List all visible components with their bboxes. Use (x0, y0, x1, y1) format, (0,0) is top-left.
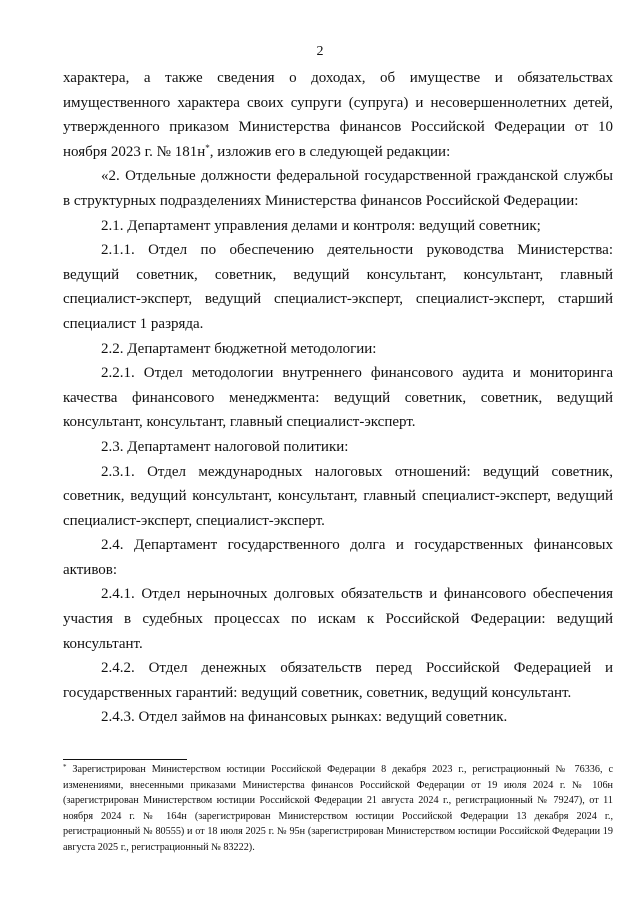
footnote (63, 762, 613, 856)
paragraph-item-2-4-1: 2.4.1. Отдел нерыночных долговых обязательств и финансового обеспечения участия в судебных процессах по искам к Российской Федерации: ведущий консультант. (63, 586, 613, 652)
footnote-separator (63, 759, 187, 760)
paragraph-item-2: «2. Отдельные должности федеральной государственной гражданской службы в структурных подразделениях Министерства финансов Российской Федерации: (63, 168, 613, 209)
paragraph-text: , изложив его в следующей редакции: (209, 143, 451, 160)
paragraph-item-2-4: 2.4. Департамент государственного долга и государственных финансовых активов: (63, 537, 613, 578)
paragraph-item-2-2: 2.2. Департамент бюджетной методологии: (101, 340, 377, 357)
paragraph-item-2-1: 2.1. Департамент управления делами и контроля: ведущий советник; (101, 217, 541, 234)
paragraph-item-2-1-1: 2.1.1. Отдел по обеспечению деятельности руководства Министерства: ведущий советник, советник, ведущий консультант, консультант, главный специалист-эксперт, ведущий специалист-эксперт, специалист-эксперт, старший специалист 1 разряда. (63, 242, 613, 332)
footnote-mark: * (63, 763, 67, 771)
paragraph-text: характера, а также сведения о доходах, об имуществе и обязательствах имущественного характера своих супруги (супруга) и несовершеннолетних детей, утвержденного приказом Министерства финансов Российской Федерации от 10 ноября 2023 г. № 181н (63, 70, 613, 160)
paragraph-item-2-4-2: 2.4.2. Отдел денежных обязательств перед Российской Федерацией и государственных гарантий: ведущий советник, советник, ведущий консультант. (63, 660, 613, 701)
page-number: 2 (316, 44, 324, 59)
paragraph-item-2-4-3: 2.4.3. Отдел займов на финансовых рынках: ведущий советник. (101, 709, 508, 726)
paragraph-item-2-3: 2.3. Департамент налоговой политики: (101, 438, 349, 455)
footnote-reference: * (205, 142, 210, 153)
paragraph-item-2-2-1: 2.2.1. Отдел методологии внутреннего финансового аудита и мониторинга качества финансового менеджмента: ведущий советник, советник, ведущий консультант, консультант, главный специалист-эксперт. (63, 365, 613, 431)
footnote-text: Зарегистрирован Министерством юстиции Российской Федерации 8 декабря 2023 г., регистрационный № 76336, с изменениями, внесенными приказами Министерства финансов Российской Федерации от 19 июля 2024 г. № 106н (зарегистрирован Министерством юстиции Российской Федерации 21 августа 2024 г., регистрационный № 79247), от 11 ноября 2024 г. № 164н (зарегистрирован Министерством юстиции Российской Федерации 13 декабря 2024 г., регистрационный № 80555) и от 18 июля 2025 г. № 95н (зарегистрирован Министерством юстиции Российской Федерации 19 августа 2025 г., регистрационный № 83222). (63, 764, 613, 853)
paragraph-item-2-3-1: 2.3.1. Отдел международных налоговых отношений: ведущий советник, советник, ведущий консультант, консультант, главный специалист-эксперт, ведущий специалист-эксперт, специалист-эксперт. (63, 463, 613, 529)
document-body (63, 66, 613, 730)
paragraph-continuation (63, 66, 613, 164)
